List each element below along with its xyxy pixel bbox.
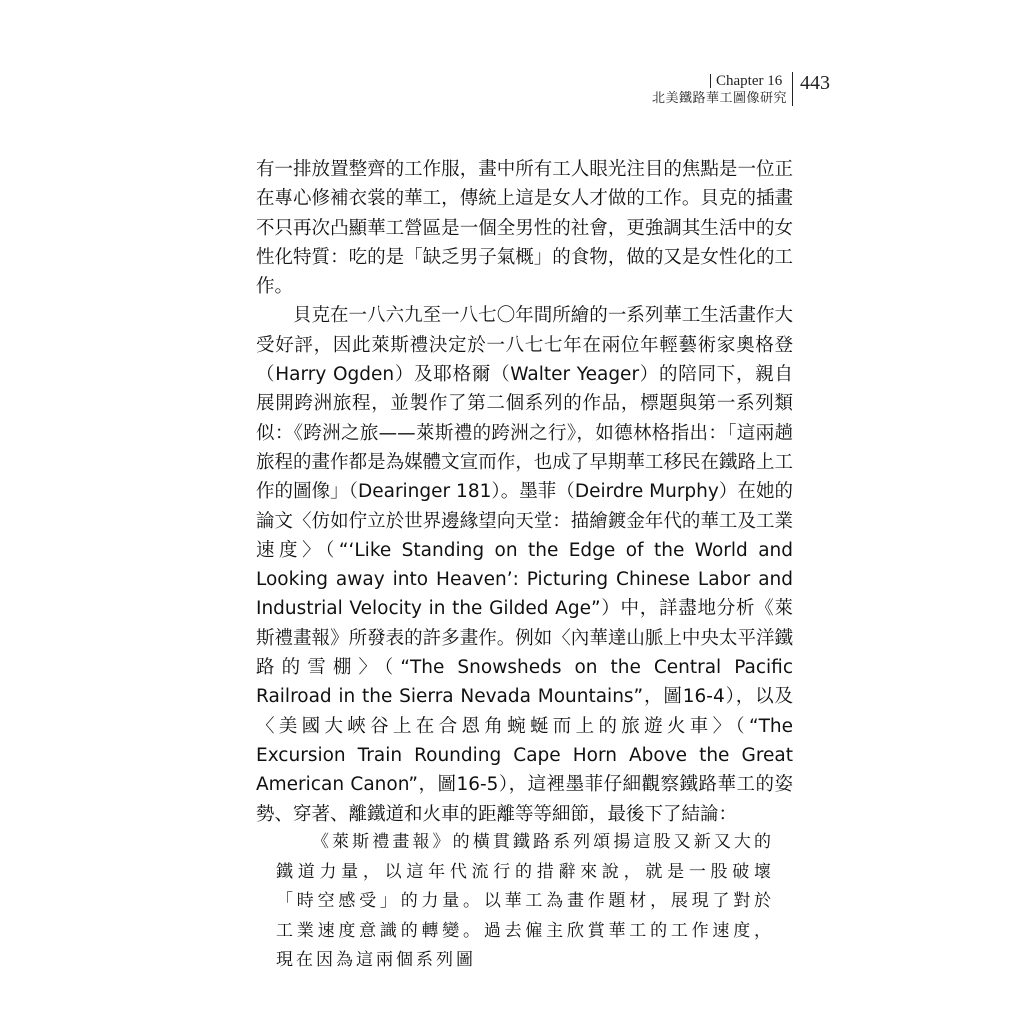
paragraph-continued: 有一排放置整齊的工作服，畫中所有工人眼光注目的焦點是一位正在專心修補衣裳的華工，傳統上這是女人才做的工作。貝克的插畫不只再次凸顯華工營區是一個全男性的社會，更強調其生活中的女性化特質：吃的是「缺乏男子氣概」的食物，做的又是女性化的工作。 xyxy=(256,159,793,298)
page-number: 443 xyxy=(800,72,830,94)
running-header xyxy=(600,72,840,112)
header-divider-right xyxy=(792,72,793,106)
running-title: 北美鐵路華工圖像研究 xyxy=(651,91,787,106)
paragraph: 貝克在一八六九至一八七〇年間所繪的一系列華工生活畫作大受好評，因此萊斯禮決定於一八七七年在兩位年輕藝術家奧格登（Harry Ogden）及耶格爾（Walter Yeager）的陪同下，親自展開跨洲旅程，並製作了第二個系列的作品，標題與第一系列類似：《跨洲之旅——萊斯禮的跨洲之行》，如德林格指出：「這兩趟旅程的畫作都是為媒體文宣而作，也成了早期華工移民在鐵路上工作的圖像」（Dearinger 181）。墨菲（Deirdre Murphy）在她的論文〈仿如佇立於世界邊緣望向天堂：描繪鍍金年代的華工及工業速度〉（“‘Like Standing on the Edge of the World and Looking away into Heaven’: Picturing Chinese Labor and Industrial Velocity in the Gilded Age”）中，詳盡地分析《萊斯禮畫報》所發表的許多畫作。例如〈內華達山脈上中央太平洋鐵路的雪棚〉（“The Snowsheds on the Central Pacific Railroad in the Sierra Nevada Mountains”，圖16-4），以及〈美國大峽谷上在合恩角蜿蜒而上的旅遊火車〉（“The Excursion Train Rounding Cape Horn Above the Great American Canon”，圖16-5），這裡墨菲仔細觀察鐵路華工的姿勢、穿著、離鐵道和火車的距離等等細節，最後下了結論： xyxy=(256,305,793,825)
block-quote xyxy=(276,828,774,976)
block-quote-text: 《萊斯禮畫報》的橫貫鐵路系列頌揚這股又新又大的鐵道力量，以這年代流行的措辭來說，就是一股破壞「時空感受」的力量。以華工為畫作題材，展現了對於工業速度意識的轉變。過去僱主欣賞華工的工作速度，現在因為這兩個系列圖 xyxy=(276,832,774,970)
chapter-label: Chapter 16 xyxy=(716,73,783,89)
header-divider-left xyxy=(710,74,711,88)
body-text xyxy=(256,155,793,829)
